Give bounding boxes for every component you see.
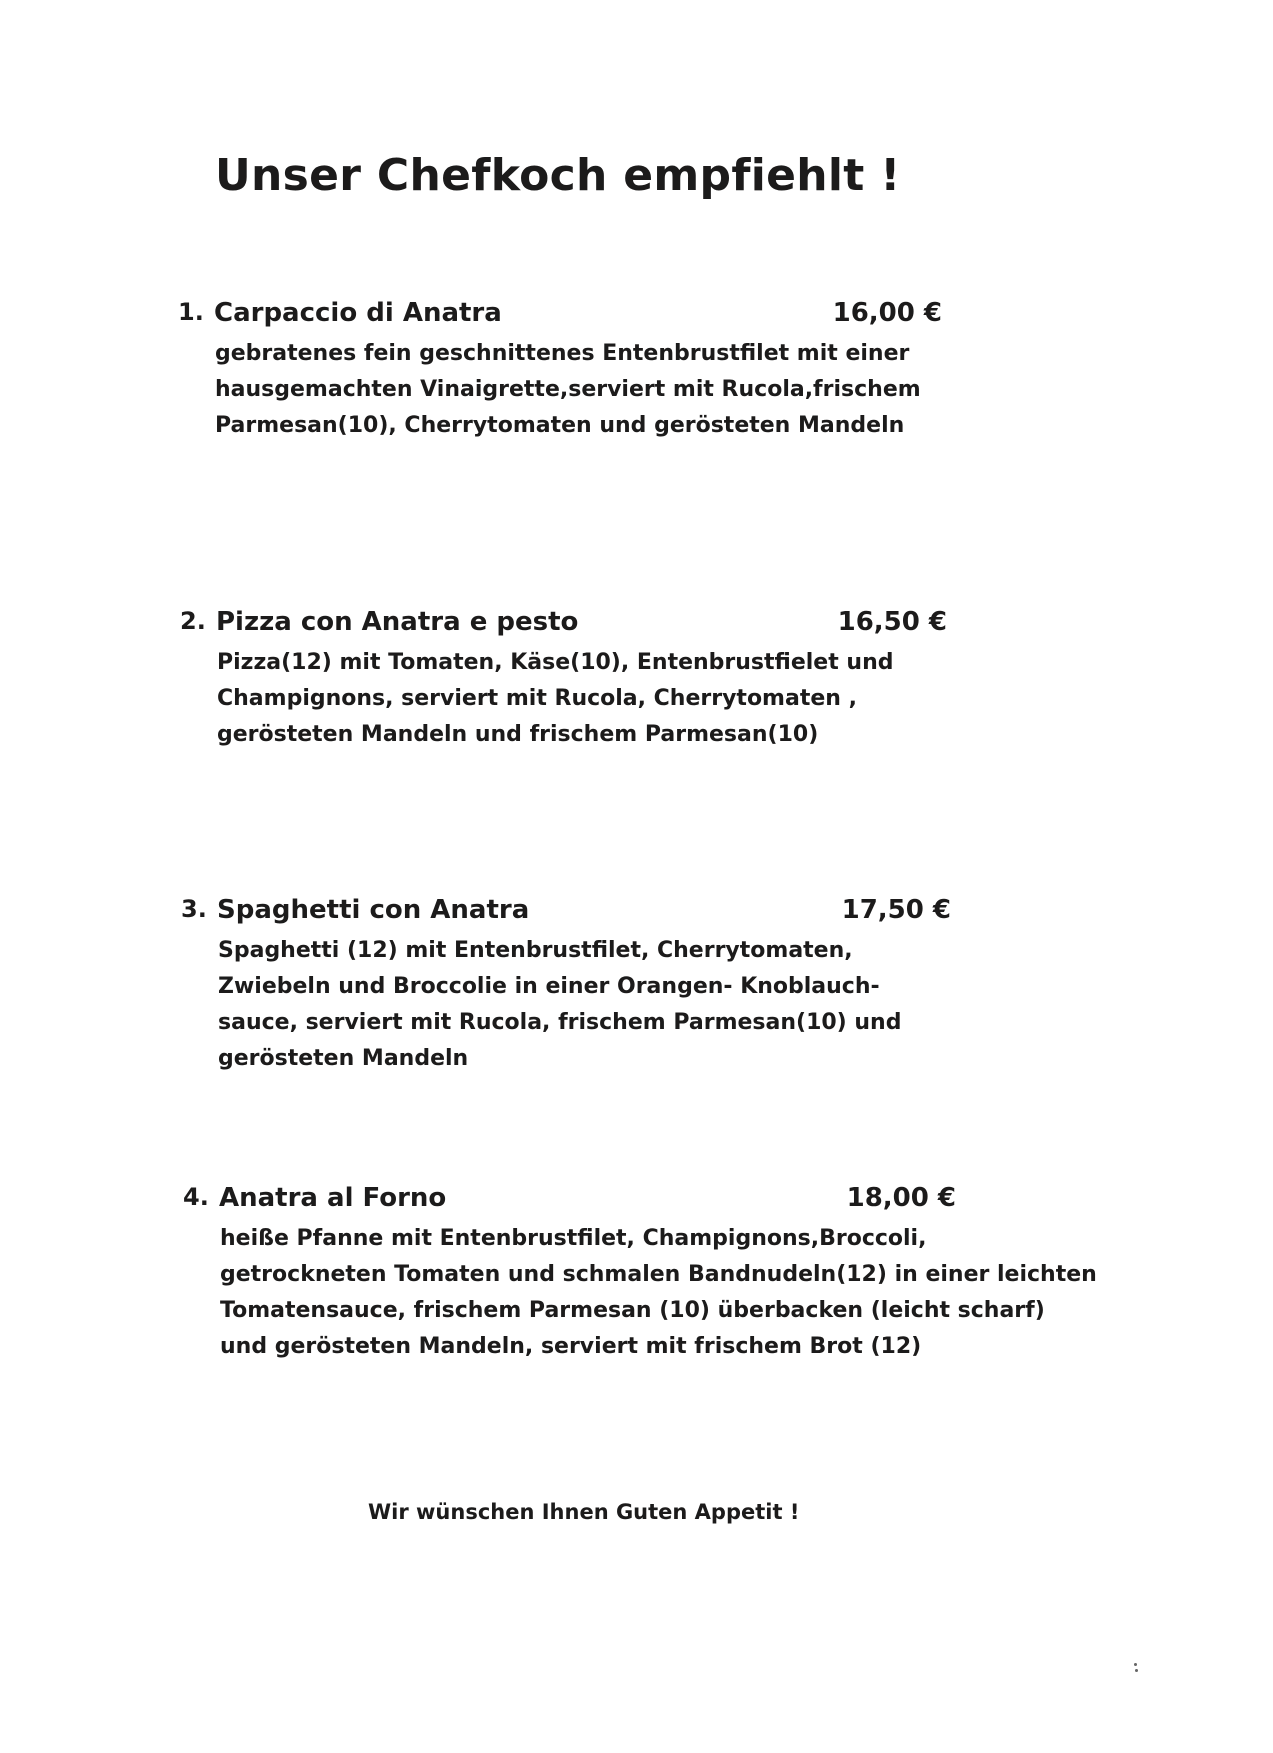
description-line: Parmesan(10), Cherrytomaten und gerösteten Mandeln	[215, 413, 905, 438]
menu-item-header	[178, 298, 1078, 334]
menu-item-number: 1.	[178, 298, 204, 326]
menu-item	[180, 607, 1080, 753]
menu-item-price: 16,50 €	[837, 607, 947, 637]
description-line: Pizza(12) mit Tomaten, Käse(10), Entenbrustfielet und	[217, 650, 894, 675]
menu-item-price: 16,00 €	[832, 298, 942, 328]
description-line: heiße Pfanne mit Entenbrustfilet, Champignons,Broccoli,	[220, 1226, 927, 1251]
menu-item	[178, 298, 1078, 444]
description-line: gerösteten Mandeln	[218, 1046, 469, 1071]
menu-item-price: 18,00 €	[846, 1183, 956, 1213]
description-line: Zwiebeln und Broccolie in einer Orangen- Knoblauch-	[218, 974, 880, 999]
description-line: hausgemachten Vinaigrette,serviert mit Rucola,frischem	[215, 377, 921, 402]
menu-item	[183, 1183, 1097, 1365]
menu-item-header	[180, 607, 1080, 643]
menu-item-description	[215, 336, 1078, 444]
menu-item-number: 4.	[183, 1183, 209, 1211]
description-line: getrockneten Tomaten und schmalen Bandnudeln(12) in einer leichten	[220, 1262, 1097, 1287]
closing-note: Wir wünschen Ihnen Guten Appetit !	[368, 1500, 800, 1524]
description-line: gebratenes fein geschnittenes Entenbrustfilet mit einer	[215, 341, 910, 366]
page-title: Unser Chefkoch empfiehlt !	[215, 150, 901, 201]
menu-item-name: Carpaccio di Anatra	[214, 298, 502, 328]
menu-item-description	[218, 933, 1081, 1077]
menu-item-header	[183, 1183, 1083, 1219]
description-line: und gerösteten Mandeln, serviert mit frischem Brot (12)	[220, 1334, 922, 1359]
menu-item	[181, 895, 1081, 1077]
description-line: Tomatensauce, frischem Parmesan (10) überbacken (leicht scharf)	[220, 1298, 1045, 1323]
scan-speck	[1135, 1669, 1138, 1672]
description-line: Spaghetti (12) mit Entenbrustfilet, Cherrytomaten,	[218, 938, 853, 963]
menu-item-header	[181, 895, 1081, 931]
description-line: gerösteten Mandeln und frischem Parmesan(10)	[217, 722, 819, 747]
menu-item-number: 3.	[181, 895, 207, 923]
scan-speck	[1134, 1663, 1137, 1666]
menu-item-number: 2.	[180, 607, 206, 635]
menu-item-name: Pizza con Anatra e pesto	[216, 607, 579, 637]
description-line: Champignons, serviert mit Rucola, Cherrytomaten ,	[217, 686, 857, 711]
menu-item-price: 17,50 €	[841, 895, 951, 925]
menu-item-description	[217, 645, 1080, 753]
menu-item-name: Anatra al Forno	[219, 1183, 447, 1213]
menu-item-name: Spaghetti con Anatra	[217, 895, 530, 925]
description-line: sauce, serviert mit Rucola, frischem Parmesan(10) und	[218, 1010, 902, 1035]
menu-item-description	[220, 1221, 1097, 1365]
